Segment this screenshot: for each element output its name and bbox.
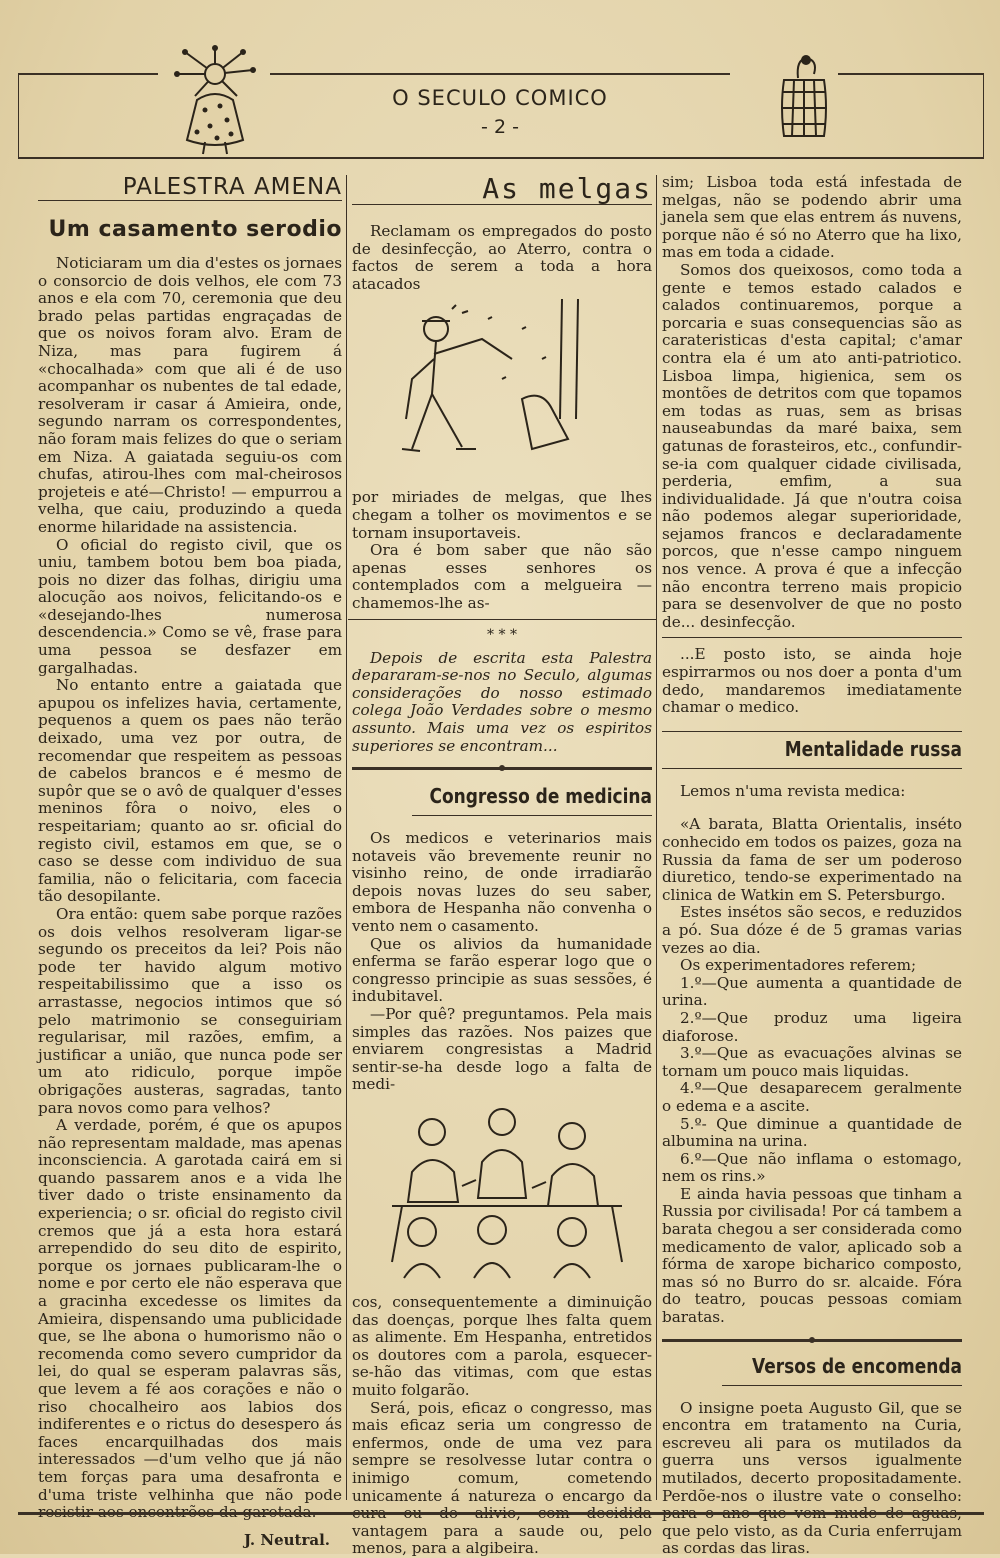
list-item: 1.º—Que aumenta a quantidade de urina. [662,973,962,1010]
article-paragraph: Reclamam os empregados do posto de desinfecção, ao Aterro, contra o factos de serem a toda a hora atacados [352,222,652,293]
list-item: 4.º—Que desaparecem geralmente o edema e a ascite. [662,1079,962,1115]
section-heading-palestra: PALESTRA AMENA [38,174,342,201]
list-item: 3.º—Que as evacuações alvinas se tornam um pouco mais liquidas. [662,1044,962,1080]
headline-casamento: Um casamento serodio [48,217,342,242]
article-paragraph: Será, pois, eficaz o congresso, mas mais eficaz seria um congresso de enfermos, onde de uma vez para sempre se resolvesse lutar contra o inimigo comum, cometendo unicamente á natureza o encargo da cura ou do alivio, com decidida vantagem para a saude ou, pelo menos, para a algibeira. [352,1398,652,1558]
ornamental-divider [352,765,652,771]
header-bottom-rule [18,157,984,159]
article-paragraph: No entanto entre a gaiatada que apupou os infelizes havia, certamente, pequenos a quem os paes não terão deixado, uma vez por outra, de recomendar que respeitem as pessoas de cabelos brancos e é mesmo de supôr que se o avô de qualquer d'esses meninos fôra o noivo, eles o respeitariam; quanto ao sr. oficial do registo civil, estamos em que, se o caso se desse com individuo de sua familia, não o felicitaria, com facecia tão desopilante. [38,676,342,906]
article-paragraph: Os experimentadores referem; [680,956,917,975]
header-rule-right [838,73,984,75]
article-paragraph: Os medicos e veterinarios mais notaveis vão brevemente reunir no visinho reino, de onde irradiarão depois novas luzes do seu saber, embora de Hespanha não convenha o vento nem o casamento. [352,829,652,936]
article-paragraph: —Por quê? preguntamos. Pela mais simples das razões. Nos paizes que enviarem congresistas a Madrid sentir-se-ha desde logo a falta de medi- [352,1005,652,1094]
section-heading-russa: Mentalidade russa [784,736,962,761]
article-paragraph: O oficial do registo civil, que os uniu, tambem botou bem boa piada, pois no dizer das folhas, dirigiu uma alocução aos noivos, felicitando-os e «desejando-lhes numerosa descendencia.» Como se vê, frase para uma pessoa se desfazer em gargalhadas. [38,535,342,677]
article-paragraph: Noticiaram um dia d'estes os jornaes o consorcio de dois velhos, ele com 73 anos e ela com 70, ceremonia que deu brado pelas partidas engraçadas de que os noivos foram alvo. Eram de Niza, mas para fugirem á «chocalhada» com que ali é de uso acompanhar os nubentes de tal edade, resolveram ir casar á Amieira, onde, segundo narram os correspondentes, não foram mais felizes do que o seriam em Niza. A gaiatada seguiu-os com chufas, atirou-lhes com mal-cheirosos projeteis e até—Christo! — empurrou a velha, que caiu, produzindo a queda enorme hilaridade na assistencia. [38,254,342,536]
footer-rule [18,1512,984,1515]
article-paragraph: Ora é bom saber que não são apenas esses senhores os contemplados com a melgueira — chamemos-lhe as- [352,541,652,612]
header-rule-left-vertical [18,73,19,158]
ornamental-divider [662,1337,962,1343]
page-number: - 2 - [481,116,519,138]
article-paragraph: cos, consequentemente a diminuição das doenças, porque lhes falta quem as alimente. Em Hespanha, entretidos os doutores com a parola, esquecer-se-hão das vitimas, com que estas muito folgarão. [352,1293,652,1399]
section-heading-congresso: Congresso de medicina [429,784,652,809]
article-paragraph: O insigne poeta Augusto Gil, que se encontra em tratamento na Curia, escreveu ali para os mutilados da guerra uns versos igualmente mutilados, decerto propositadamente. Perdõe-nos o ilustre vate o conselho: para o ano que vem mude de aguas, que pelo visto, as da Curia enferrujam as cordas das liras. [662,1398,962,1558]
palestra-note: Depois de escrita esta Palestra depararam-se-nos no Seculo, algumas considerações do nosso estimado colega João Verdades sobre o mesmo assunto. Mais uma vez os espiritos superiores se encontram... [352,648,652,755]
article-paragraph: por miriades de melgas, que lhes chegam a tolher os movimentos e se tornam insuportaveis. [352,488,652,542]
article-paragraph: ...E posto isto, se ainda hoje espirrarmos ou nos doer a ponta d'um dedo, mandaremos imediatamente chamar o medico. [662,645,962,717]
article-paragraph: Estes insétos são secos, e reduzidos a pó. Sua dóze é de 5 gramas varias vezes ao dia. [662,903,962,957]
header-rule-middle [270,73,730,75]
russa-top-rule [662,731,962,732]
barrel-illustration [774,52,834,142]
article-paragraph: Ora então: quem sabe porque razões os dois velhos resolveram ligar-se segundo os preceitos da lei? Pois não pode ter havido algum motivo respeitabilissimo que a isso os arrastasse, negocios intimos que só pelo matrimonio se conseguiriam regularisar, mil razões, emfim, a justificar a união, que nunca pode ser um ato ridiculo, porque impõe obrigações austeras, sagradas, tanto para novos como para velhos? [38,904,342,1117]
article-paragraph: Que os alivios da humanidade enferma se farão esperar logo que o congresso principie as suas sessões, é indubitavel. [352,934,652,1006]
masthead-title: O SECULO COMICO [392,86,608,110]
column-divider-1 [346,175,347,1500]
russa-heading-rule [662,768,962,769]
article-paragraph: A verdade, porém, é que os apupos não representam maldade, mas apenas inconsciencia. A garotada cairá em si quando passarem anos e a vida lhe tiver dado o triste ensinamento da experiencia; o sr. oficial do registo civil cremos que já a esta hora estará arrependido do seu dito de espirito, porque os jornaes publicaram-lhe o nome e por certo ele não esperava que a gracinha excedesse os limites da Amieira, dispensando uma publicidade que, se lhe abona o humorismo não o recomenda como severo cumpridor da lei, do qual se esperam palavras sãs, que levem a fé aos corações e não o riso chocalheiro aos labios dos indiferentes e o rictus do desespero ás faces encarquilhadas dos mais interessados —d'um velho que já não tem forças para uma desafronta e d'uma triste velhinha que não pode resistir aos encontrões da garotada. [38,1116,342,1522]
article-paragraph: sim; Lisboa toda está infestada de melgas, não se podendo abrir uma janela sem que elas entrem ás nuvens, porque não é só no Aterro que ha lixo, mas em toda a cidade. [662,173,962,262]
article-paragraph: Lemos n'uma revista medica: [680,781,906,800]
column-right [662,174,962,1558]
man-swatting-mosquitoes-illustration [392,299,612,479]
section-heading-versos: Versos de encomenda [752,1353,962,1378]
melgas-end-rule-right [662,637,962,638]
article-paragraph: E ainda havia pessoas que tinham a Russia por civilisada! Por cá tambem a barata chegou a ser considerada como medicamento de valor, aplicado sob a fórma de xarope bicharico composto, mas só no Burro do sr. alcaide. Fóra do teatro, poucas pessoas comiam baratas. [662,1184,962,1327]
congresso-heading-rule [412,815,652,816]
versos-heading-rule [722,1385,962,1386]
list-item: 5.º- Que diminue a quantidade de albumina na urina. [662,1114,962,1151]
column-melgas [352,174,652,1558]
column-palestra [38,174,342,1549]
section-heading-melgas: As melgas [352,174,652,205]
list-item: 2.º—Que produz uma ligeira diaforose. [662,1008,962,1045]
column-divider-2 [656,175,657,1500]
congresso-illustration-slot [352,1094,652,1294]
header-rule-left [18,73,158,75]
article-paragraph: Somos dos queixosos, como toda a gente e temos estado calados e calados continuaremos, porque a porcaria e suas consequencias são as carateristicas d'esta capital; c'amar contra ela é um ato anti-patriotico. Lisboa limpa, higienica, sem os montões de detritos com que topamos em todas as ruas, sem as brisas nauseabundas da maré baixa, sem gatunas de forasteiros, etc., confundir-se-ia com qualquer cidade civilisada, perderia, emfim, a sua individualidade. Já que n'outra coisa não podemos alegar superioridade, sejamos francos e declaradamente porcos, que n'esse campo ninguem nos vence. A prova é que a infecção não encontra terreno mais propicio para se desenvolver de que no posto de... desinfecção. [662,260,962,631]
section-stars: * * * [487,626,517,643]
header-rule-right-vertical [983,73,984,158]
doll-illustration [165,44,265,156]
article-paragraph: «A barata, Blatta Orientalis, inséto conhecido em todos os paizes, goza na Russia da fama de ser um poderoso diuretico, tendo-se experimentado na clinica de Watkin em S. Petersburgo. [662,815,962,904]
list-item: 6.º—Que não inflama o estomago, nem os rins.» [662,1149,962,1186]
doctors-meeting-illustration [382,1102,632,1288]
article-signature: J. Neutral. [243,1530,330,1549]
melgas-illustration-slot [352,293,652,489]
melgas-end-rule [348,619,656,620]
